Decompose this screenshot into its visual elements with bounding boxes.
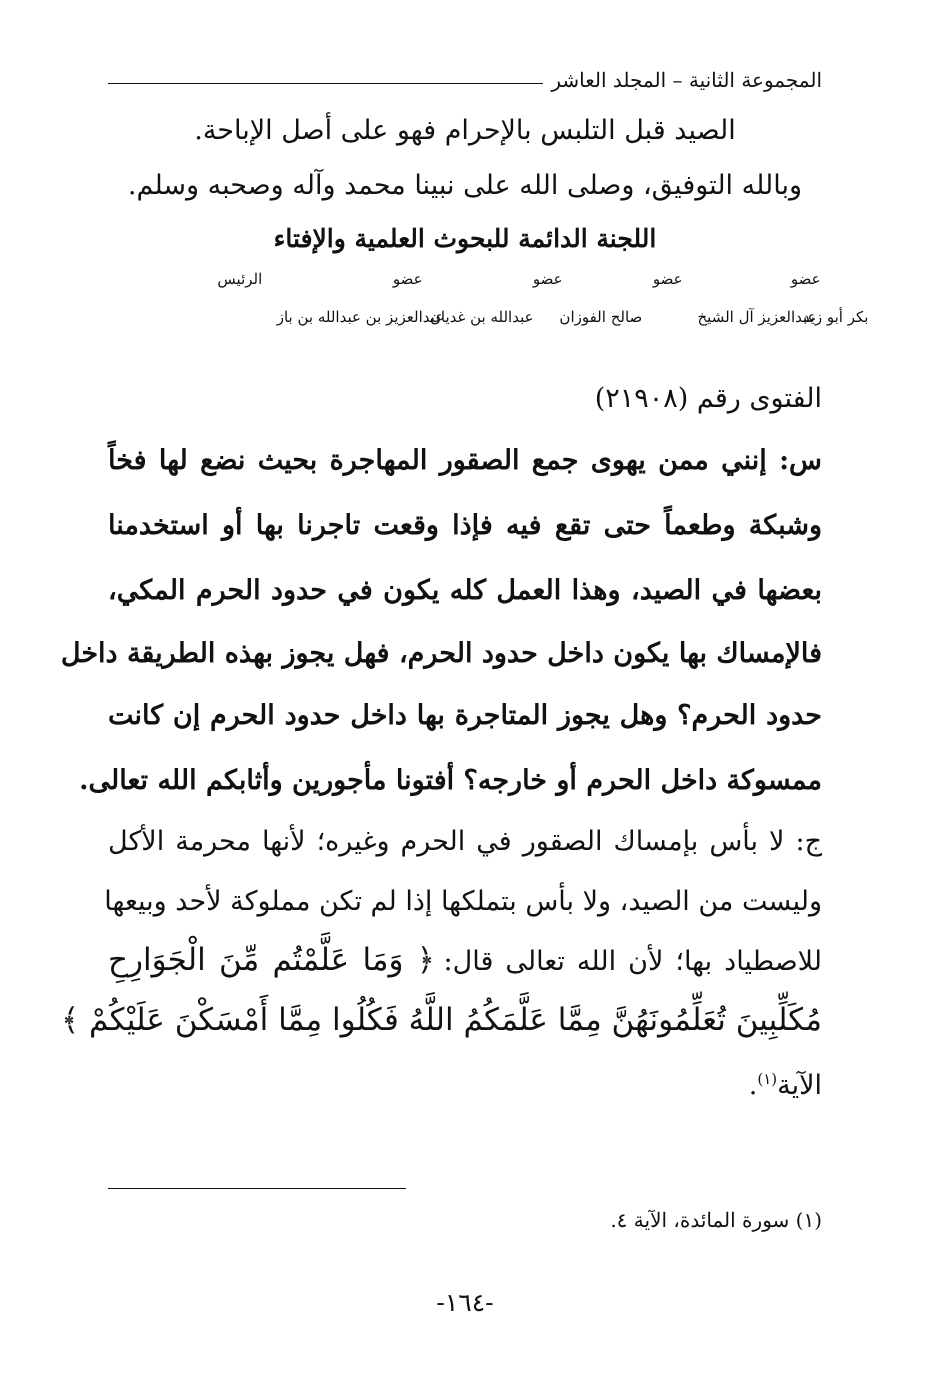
footnote: (١) سورة المائدة، الآية ٤. [610, 1208, 822, 1232]
member-role: عضو [392, 270, 423, 288]
ayah-word: الآية [777, 1070, 822, 1101]
footnote-separator [108, 1188, 406, 1189]
running-header [108, 58, 822, 92]
previous-fatwa-line-1: الصيد قبل التلبس بالإحرام فهو على أصل الإباحة. [194, 115, 736, 146]
page-number: -١٦٤- [436, 1288, 494, 1317]
answer-line: ج: لا بأس بإمساك الصقور في الحرم وغيره؛ لأنها محرمة الأكل [108, 826, 822, 857]
answer-line: وليست من الصيد، ولا بأس بتملكها إذا لم تكن مملوكة لأحد وبيعها [104, 886, 822, 917]
member-name: صالح الفوزان [559, 308, 643, 326]
question-line: حدود الحرم؟ وهل يجوز المتاجرة بها داخل حدود الحرم إن كانت [108, 700, 822, 731]
chairman-role: الرئيس [217, 270, 263, 288]
member-role: عضو [652, 270, 683, 288]
member-name: عبدالله بن غديان [429, 308, 534, 326]
member-name: بكر أبو زيد [802, 308, 869, 326]
chairman-name: عبدالعزيز بن عبدالله بن باز [276, 308, 445, 326]
quran-verse-part-1: ﴿ وَمَا عَلَّمْتُم مِّنَ الْجَوَارِحِ [108, 942, 435, 978]
ayah-reference-line [108, 1070, 822, 1101]
question-line: وشبكة وطعماً حتى تقع فيه فإذا وقعت تاجرنا بها أو استخدمنا [108, 510, 822, 541]
question-line: فالإمساك بها يكون داخل حدود الحرم، فهل يجوز بهذه الطريقة داخل [60, 638, 822, 669]
footnote-marker: (١) [757, 1070, 778, 1088]
ayah-end: . [748, 1070, 758, 1101]
question-line: ممسوكة داخل الحرم أو خارجه؟ أفتونا مأجورين وأثابكم الله تعالى. [79, 765, 822, 796]
member-role: عضو [790, 270, 821, 288]
previous-fatwa-line-2: وبالله التوفيق، وصلى الله على نبينا محمد وآله وصحبه وسلم. [127, 170, 803, 201]
committee-name: اللجنة الدائمة للبحوث العلمية والإفتاء [273, 224, 657, 253]
answer-intro: للاصطياد بها؛ لأن الله تعالى قال: [443, 946, 822, 977]
signatory-names [108, 308, 869, 334]
question-line: س: إنني ممن يهوى جمع الصقور المهاجرة بحيث نضع لها فخاً [108, 445, 822, 476]
signatory-roles [108, 270, 822, 296]
quran-verse-part-2: مُكَلِّبِينَ تُعَلِّمُونَهُنَّ مِمَّا عَلَّمَكُمُ اللَّهُ فَكُلُوا مِمَّا أَمْسَكْنَ عَلَيْكُمْ ﴾ [60, 1002, 822, 1038]
answer-line-with-verse [108, 942, 822, 978]
running-title: المجموعة الثانية – المجلد العاشر [551, 68, 822, 92]
question-line: بعضها في الصيد، وهذا العمل كله يكون في حدود الحرم المكي، [108, 575, 822, 606]
member-name: عبدالعزيز آل الشيخ [697, 308, 817, 326]
member-role: عضو [532, 270, 563, 288]
header-rule [108, 83, 543, 84]
fatwa-number: الفتوى رقم (٢١٩٠٨) [594, 383, 822, 414]
